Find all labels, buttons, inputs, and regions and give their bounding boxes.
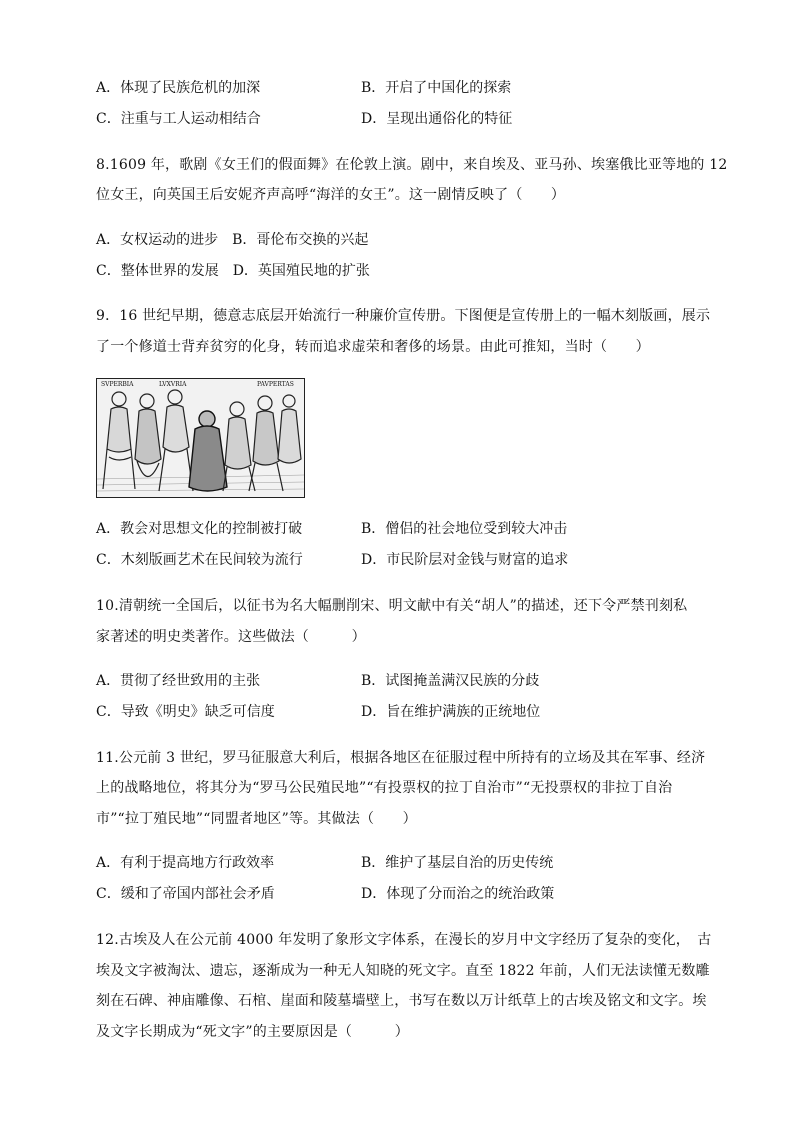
- q11-option-a: A．有利于提高地方行政效率: [96, 855, 275, 871]
- q12-stem-line-3: 刻在石碑、神庙雕像、石棺、崖面和陵墓墙壁上，书写在数以万计纸草上的古埃及铭文和文字。埃: [96, 993, 707, 1009]
- q7-option-b: B．开启了中国化的探索: [361, 80, 512, 96]
- q10-option-a: A．贯彻了经世致用的主张: [96, 673, 261, 689]
- q7-option-c: C．注重与工人运动相结合: [96, 111, 261, 127]
- q9-option-a: A．教会对思想文化的控制被打破: [96, 521, 303, 537]
- q10-option-d: D．旨在维护满族的正统地位: [361, 704, 541, 720]
- q10-stem-line-2: 家著述的明史类著作。这些做法（ ）: [96, 629, 366, 645]
- q10-stem-line-1: 10.清朝统一全国后，以征书为名大幅删削宋、明文献中有关“胡人”的描述，还下令严禁刊刻私: [96, 598, 688, 614]
- q9-option-d: D．市民阶层对金钱与财富的追求: [361, 552, 569, 568]
- q12-stem-line-2: 埃及文字被淘汰、遗忘，逐渐成为一种无人知晓的死文字。直至 1822 年前，人们无法读懂无数雕: [96, 963, 710, 979]
- q11-stem-line-2: 上的战略地位，将其分为“罗马公民殖民地”“有投票权的拉丁自治市”“无投票权的非拉丁自治: [96, 780, 673, 796]
- woodcut-illustration: [96, 378, 305, 498]
- q12-stem-line-4: 及文字长期成为“死文字”的主要原因是（ ）: [96, 1024, 409, 1040]
- q9-stem-line-2: 了一个修道士背弃贫穷的化身，转而追求虚荣和奢侈的场景。由此可推知，当时（ ）: [96, 339, 650, 355]
- woodcut-label-paupertas: PAVPERTAS: [257, 381, 294, 388]
- q11-option-c: C．缓和了帝国内部社会矛盾: [96, 886, 275, 902]
- woodcut-label-luxuria: LVXVRIA: [159, 381, 187, 388]
- q11-stem-line-1: 11.公元前 3 世纪，罗马征服意大利后，根据各地区在征服过程中所持有的立场及其在军事、经济: [96, 750, 706, 766]
- q7-option-a: A．体现了民族危机的加深: [96, 80, 261, 96]
- q8-options-cd: C．整体世界的发展 D．英国殖民地的扩张: [96, 263, 370, 279]
- q9-stem-line-1: 9．16 世纪早期，德意志底层开始流行一种廉价宣传册。下图便是宣传册上的一幅木刻版画，展示: [96, 308, 711, 324]
- q10-option-b: B．试图掩盖满汉民族的分歧: [361, 673, 540, 689]
- q10-option-c: C．导致《明史》缺乏可信度: [96, 704, 275, 720]
- q11-option-b: B．维护了基层自治的历史传统: [361, 855, 554, 871]
- q9-option-b: B．僧侣的社会地位受到较大冲击: [361, 521, 568, 537]
- woodcut-figures-drawing: [97, 379, 304, 497]
- woodcut-label-superbia: SVPERBIA: [101, 381, 134, 388]
- q9-option-c: C．木刻版画艺术在民间较为流行: [96, 552, 303, 568]
- q11-option-d: D．体现了分而治之的统治政策: [361, 886, 555, 902]
- q7-option-d: D．呈现出通俗化的特征: [361, 111, 513, 127]
- q8-stem-line-2: 位女王，向英国王后安妮齐声高呼“海洋的女王”。这一剧情反映了（ ）: [96, 187, 566, 203]
- q12-stem-line-1: 12.古埃及人在公元前 4000 年发明了象形文字体系，在漫长的岁月中文字经历了复杂的变化， 古: [96, 932, 712, 948]
- q8-stem-line-1: 8.1609 年，歌剧《女王们的假面舞》在伦敦上演。剧中，来自埃及、亚马孙、埃塞俄比亚等地的 12: [96, 157, 728, 173]
- q8-options-ab: A．女权运动的进步 B．哥伦布交换的兴起: [96, 232, 369, 248]
- q11-stem-line-3: 市”“拉丁殖民地”“同盟者地区”等。其做法（ ）: [96, 811, 417, 827]
